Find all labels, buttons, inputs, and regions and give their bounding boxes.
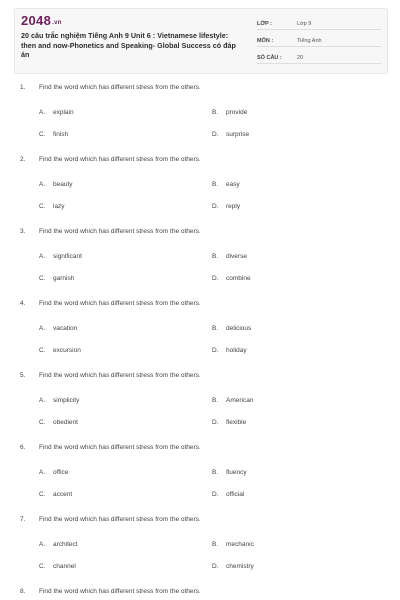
question-number: 7. (20, 516, 26, 523)
option-text: combine (226, 275, 251, 282)
option-text: accent (53, 491, 73, 498)
option-text: garnish (53, 275, 75, 282)
option-text: surprise (226, 131, 250, 138)
question-text: Find the word which has different stress from the others. (39, 228, 201, 235)
meta-row-class (257, 15, 381, 30)
option-letter: A. (39, 397, 46, 404)
question-number: 5. (20, 372, 26, 379)
meta-label: SỐ CÂU : (257, 55, 282, 61)
option-text: lazy (53, 203, 65, 210)
option-letter: C. (39, 275, 46, 282)
meta-label: LỚP : (257, 21, 272, 27)
question-item (20, 588, 380, 600)
option-a[interactable] (39, 397, 79, 404)
option-text: architect (53, 541, 78, 548)
document-header (14, 8, 388, 74)
option-d[interactable] (212, 203, 240, 210)
question-item (20, 156, 380, 228)
option-letter: D. (212, 419, 219, 426)
option-letter: D. (212, 275, 219, 282)
question-text: Find the word which has different stress from the others. (39, 444, 201, 451)
meta-row-count (257, 49, 381, 64)
meta-value: 20 (297, 55, 304, 61)
option-letter: C. (39, 419, 46, 426)
option-letter: A. (39, 181, 46, 188)
option-b[interactable] (212, 181, 240, 188)
option-c[interactable] (39, 563, 76, 570)
question-number: 8. (20, 588, 26, 595)
option-letter: B. (212, 325, 219, 332)
question-number: 2. (20, 156, 26, 163)
meta-value: Lớp 9 (297, 21, 312, 27)
question-text: Find the word which has different stress from the others. (39, 156, 201, 163)
option-a[interactable] (39, 253, 82, 260)
option-text: finish (53, 131, 69, 138)
option-c[interactable] (39, 419, 78, 426)
question-item (20, 84, 380, 156)
meta-value: Tiếng Anh (297, 38, 322, 44)
option-letter: D. (212, 131, 219, 138)
question-item (20, 444, 380, 516)
meta-info (257, 15, 381, 66)
question-number: 4. (20, 300, 26, 307)
question-text: Find the word which has different stress from the others. (39, 300, 201, 307)
option-a[interactable] (39, 541, 78, 548)
document-title: 20 câu trắc nghiệm Tiếng Anh 9 Unit 6 : Vietnamese lifestyle: then and now-Phonetics and Speaking- Global Success có đáp án (21, 31, 236, 59)
logo-main: 2048 (21, 13, 52, 28)
option-a[interactable] (39, 325, 77, 332)
question-list (20, 84, 380, 600)
option-text: reply (226, 203, 241, 210)
option-letter: D. (212, 491, 219, 498)
site-logo[interactable] (21, 13, 62, 28)
question-number: 3. (20, 228, 26, 235)
option-letter: D. (212, 347, 219, 354)
logo-sub: .vn (52, 20, 62, 26)
option-a[interactable] (39, 109, 74, 116)
option-c[interactable] (39, 491, 72, 498)
option-letter: B. (212, 469, 219, 476)
question-item (20, 372, 380, 444)
option-text: official (226, 491, 245, 498)
option-c[interactable] (39, 203, 65, 210)
option-b[interactable] (212, 325, 251, 332)
option-letter: C. (39, 131, 46, 138)
meta-row-subject (257, 32, 381, 47)
option-letter: D. (212, 203, 219, 210)
option-letter: C. (39, 347, 46, 354)
option-d[interactable] (212, 347, 247, 354)
option-letter: A. (39, 109, 46, 116)
option-text: significant (53, 253, 82, 260)
option-text: diverse (226, 253, 247, 260)
option-letter: A. (39, 541, 46, 548)
question-number: 1. (20, 84, 26, 91)
option-text: obedient (53, 419, 78, 426)
option-c[interactable] (39, 275, 74, 282)
question-item (20, 300, 380, 372)
option-letter: B. (212, 253, 219, 260)
option-a[interactable] (39, 181, 73, 188)
meta-label: MÔN : (257, 38, 274, 44)
option-text: excursion (53, 347, 81, 354)
option-letter: B. (212, 109, 219, 116)
option-text: mechanic (226, 541, 254, 548)
option-d[interactable] (212, 419, 246, 426)
option-text: channel (53, 563, 76, 570)
option-text: chemistry (226, 563, 254, 570)
option-letter: B. (212, 397, 219, 404)
option-text: fluency (226, 469, 247, 476)
option-text: beauty (53, 181, 73, 188)
question-number: 6. (20, 444, 26, 451)
option-letter: B. (212, 181, 219, 188)
option-b[interactable] (212, 469, 247, 476)
question-text: Find the word which has different stress from the others. (39, 516, 201, 523)
option-letter: C. (39, 563, 46, 570)
question-item (20, 228, 380, 300)
option-b[interactable] (212, 397, 253, 404)
option-text: delicious (226, 325, 252, 332)
option-letter: D. (212, 563, 219, 570)
option-letter: A. (39, 253, 46, 260)
option-text: American (226, 397, 254, 404)
option-c[interactable] (39, 347, 81, 354)
option-c[interactable] (39, 131, 68, 138)
option-letter: B. (212, 541, 219, 548)
option-text: simplicity (53, 397, 80, 404)
option-b[interactable] (212, 541, 254, 548)
option-d[interactable] (212, 563, 254, 570)
option-text: explain (53, 109, 74, 116)
option-d[interactable] (212, 131, 249, 138)
option-d[interactable] (212, 491, 244, 498)
option-letter: C. (39, 491, 46, 498)
question-text: Find the word which has different stress from the others. (39, 84, 201, 91)
option-text: easy (226, 181, 240, 188)
option-b[interactable] (212, 109, 247, 116)
option-letter: C. (39, 203, 46, 210)
option-b[interactable] (212, 253, 247, 260)
option-text: office (53, 469, 69, 476)
option-text: flexible (226, 419, 247, 426)
question-text: Find the word which has different stress from the others. (39, 372, 201, 379)
option-letter: A. (39, 469, 46, 476)
option-letter: A. (39, 325, 46, 332)
option-a[interactable] (39, 469, 68, 476)
question-text: Find the word which has different stress from the others. (39, 588, 201, 595)
option-d[interactable] (212, 275, 251, 282)
option-text: holiday (226, 347, 247, 354)
option-text: provide (226, 109, 248, 116)
question-item (20, 516, 380, 588)
option-text: vacation (53, 325, 78, 332)
